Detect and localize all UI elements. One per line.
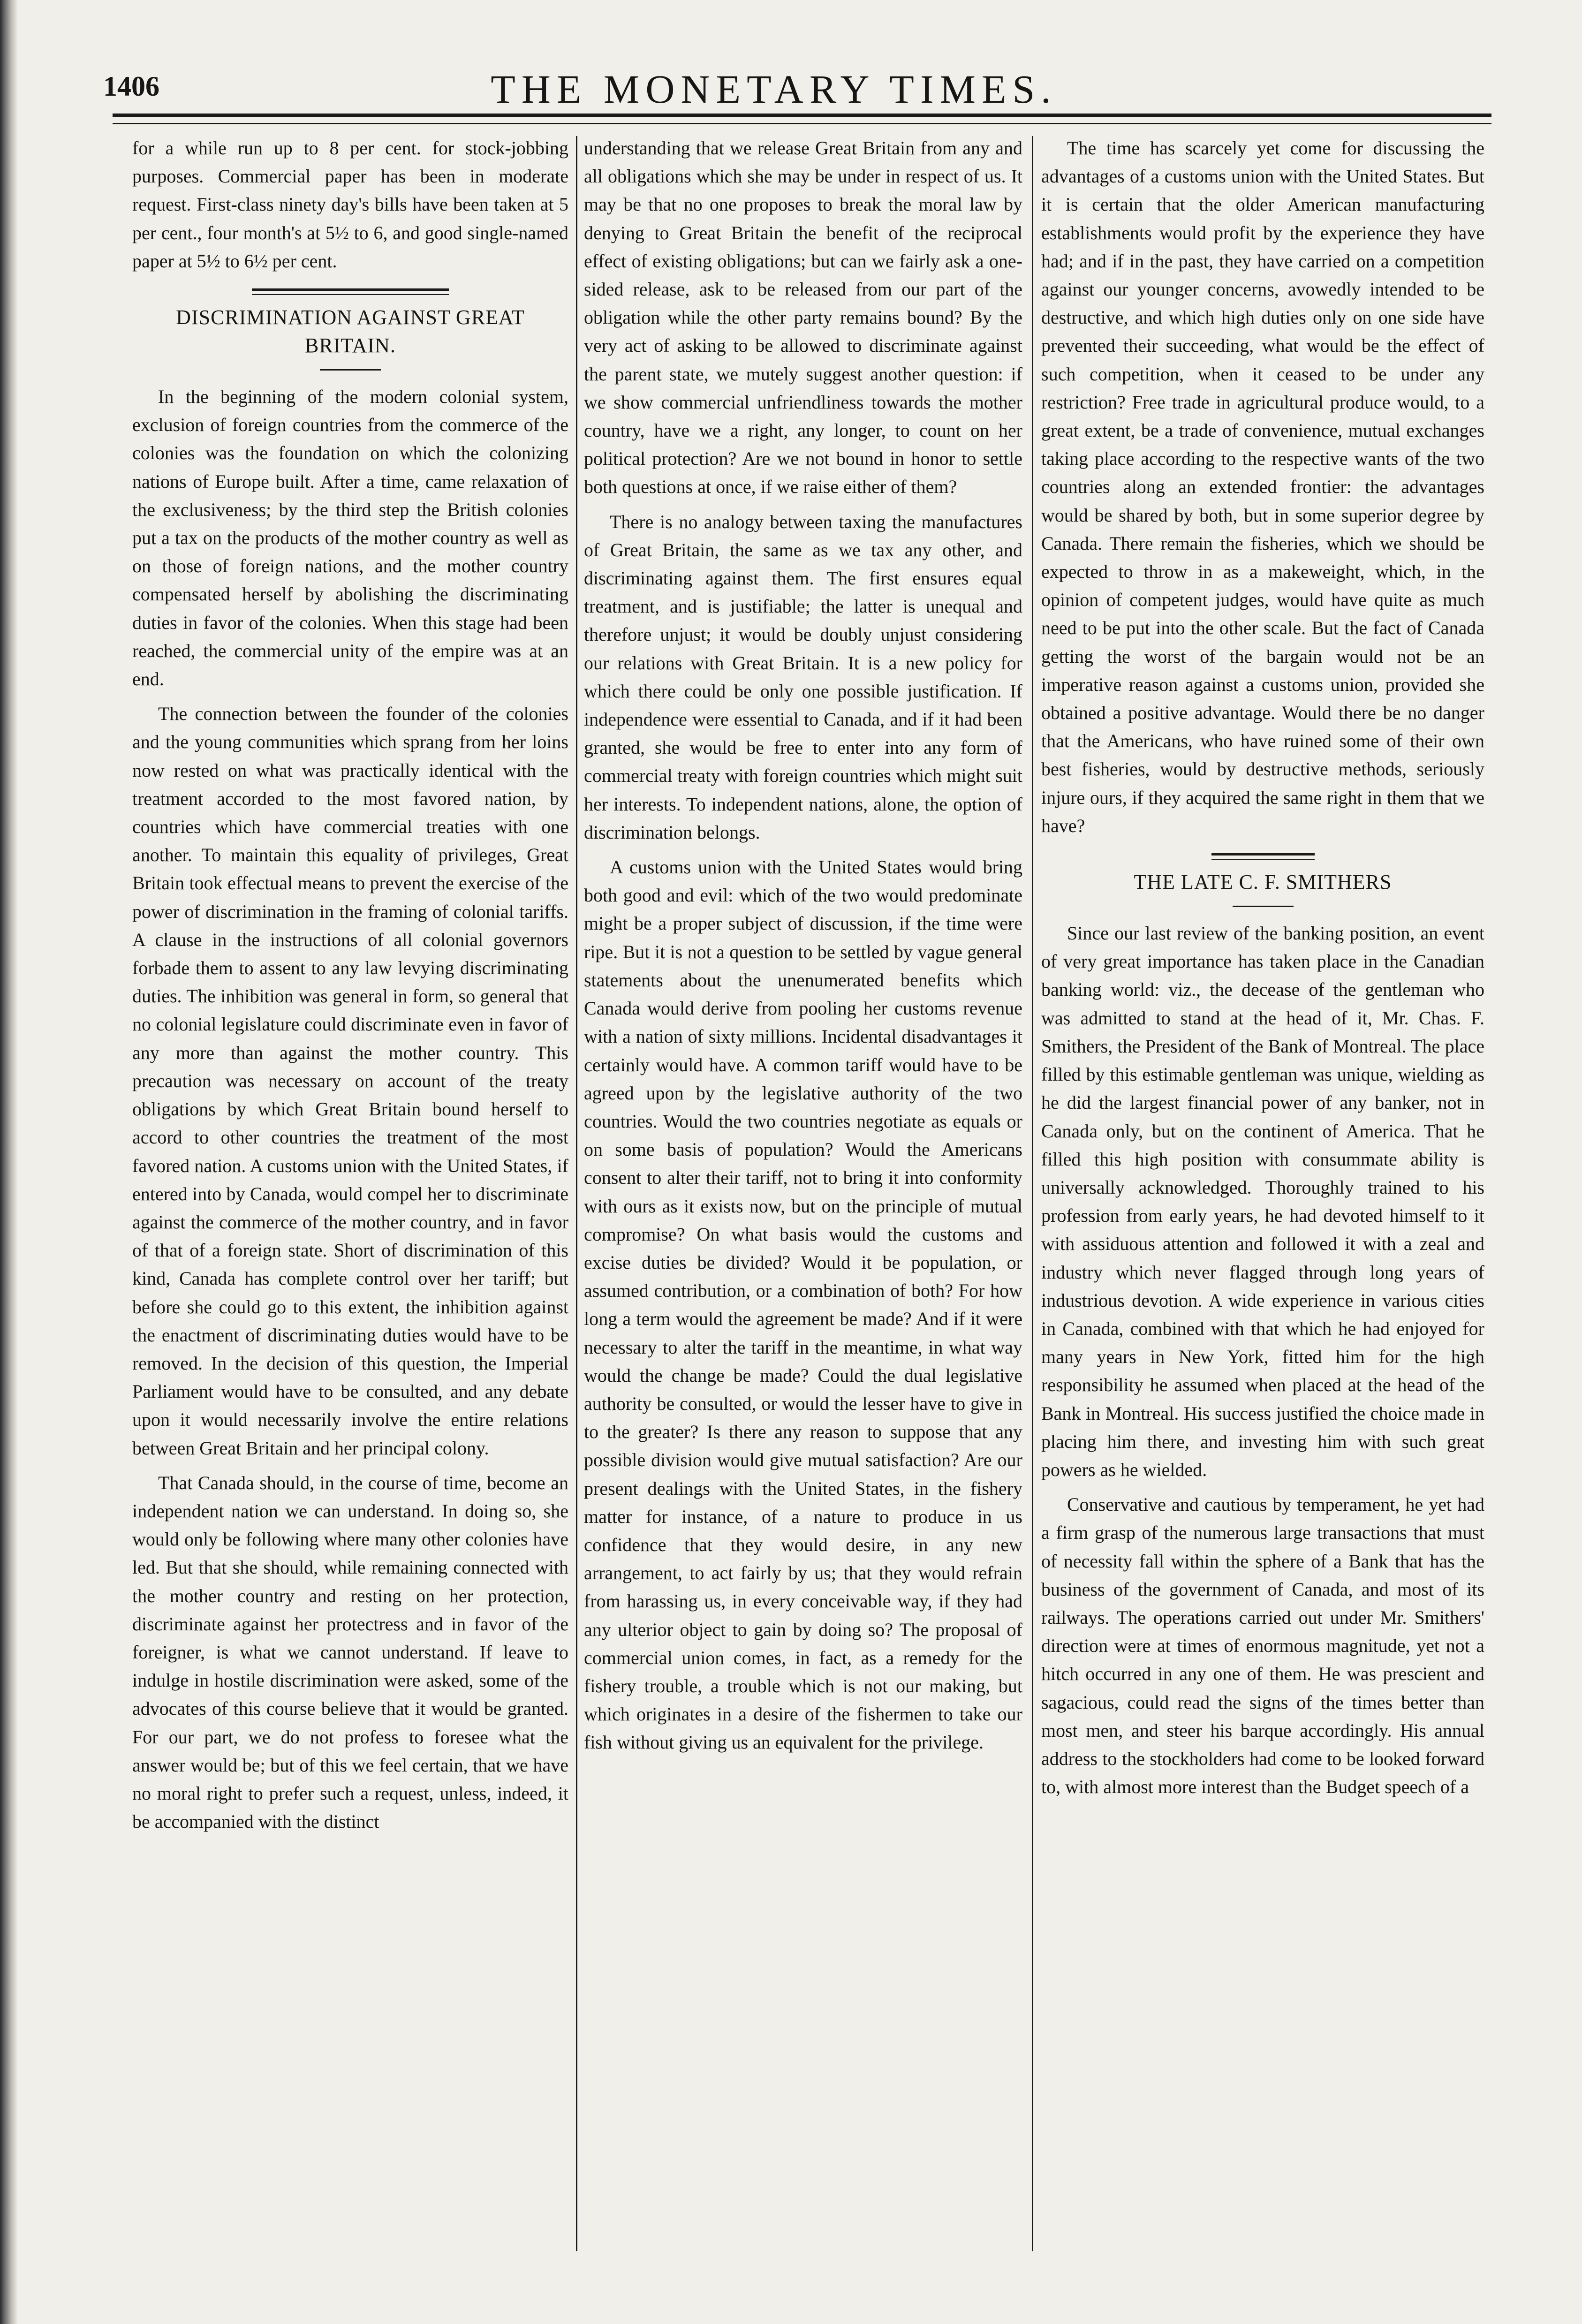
- column-2: [584, 134, 1022, 2226]
- page-number: 1406: [103, 71, 159, 102]
- article-paragraph: That Canada should, in the course of time, become an independent nation we can understand. In doing so, she would only be following where many other colonies have led. But that she should, while remaining connected with the mother country and resting on her protection, discriminate against her protectress and in favor of the foreigner, is what we cannot understand. If leave to indulge in hostile discrimination were asked, some of the advocates of this course believe that it would be granted. For our part, we do not profess to foresee what the answer would be; but of this we feel certain, that we have no moral right to prefer such a request, unless, indeed, it be accompanied with the distinct: [132, 1472, 568, 1832]
- column-1: [132, 134, 568, 2226]
- article-paragraph: understanding that we release Great Britain from any and all obligations which she may be under in respect of us. It may be that no one proposes to break the moral law by denying to Great Britain the benefit of the reciprocal effect of existing obligations; but can we fairly ask a one-sided release, ask to be released from our part of the obligation while the other party remains bound? By the very act of asking to be allowed to discriminate against the parent state, we mutely suggest another question: if we show commercial unfriendliness towards the mother country, have we a right, any longer, to count on her political protection? Are we not bound in honor to settle both questions at once, if we raise either of them?: [584, 137, 1022, 498]
- book-spine-edge: [0, 0, 18, 2324]
- header-rule-thick: [113, 114, 1491, 117]
- article-paragraph: Conservative and cautious by temperament, he yet had a firm grasp of the numerous large transactions that must of necessity fall within the sphere of a Bank that has the business of the government of Canada, and most of its railways. The operations carried out under Mr. Smithers' direction were at times of enormous magnitude, yet not a hitch occurred in any one of them. He was prescient and sagacious, could read the signs of the times better than most men, and steer his barque accordingly. His annual address to the stockholders had come to be looked forward to, with almost more interest than the Budget speech of a: [1041, 1494, 1484, 1798]
- article-separator: [252, 288, 449, 295]
- continued-paragraph: for a while run up to 8 per cent. for stock-jobbing purposes. Commercial paper has been in moderate request. First-class ninety day's bills have been taken at 5 per cent., four month's at 5½ to 6, and good single-named paper at 5½ to 6½ per cent.: [132, 137, 568, 272]
- title-rule: [1233, 906, 1294, 907]
- column-divider-1: [576, 136, 577, 2251]
- article-separator: [1211, 853, 1315, 860]
- column-3: [1041, 134, 1484, 2226]
- article-title-discrimination: DISCRIMINATION AGAINST GREAT BRITAIN.: [176, 306, 525, 357]
- column-divider-2: [1032, 136, 1033, 2251]
- article-paragraph: A customs union with the United States would bring both good and evil: which of the two would predominate might be a proper subject of discussion, if the time were ripe. But it is not a question to be settled by vague general statements about the unenumerated benefits which Canada would derive from pooling her customs revenue with a nation of sixty millions. Incidental disadvantages it certainly would have. A common tariff would have to be agreed upon by the legislative authority of the two countries. Would the two countries negotiate as equals or on some basis of population? Would the Americans consent to alter their tariff, not to bring it into conformity with ours as it exists now, but on the principle of mutual compromise? On what basis would the customs and excise duties be divided? Would it be population, or assumed contribution, or a combination of both? For how long a term would the agreement be made? And if it were necessary to alter the tariff in the meantime, in what way would the change be made? Could the dual legislative authority be consulted, or would the lesser have to give in to the greater? Is there any reason to suppose that any possible division would give mutual satisfaction? Are our present dealings with the United States, in the fishery matter for instance, of a nature to produce in us confidence that they would desire, in any new arrangement, to act fairly by us; that they would refrain from harassing us, in every conceivable way, if they had any ulterior object to gain by doing so? The proposal of commercial union comes, in fact, as a remedy for the fishery trouble, a trouble which is not our making, but which originates in a desire of the fishermen to take our fish without giving us an equivalent for the privilege.: [584, 856, 1022, 1753]
- title-rule: [320, 369, 381, 371]
- header-rule-thin: [113, 123, 1491, 124]
- article-paragraph: The connection between the founder of the colonies and the young communities which sprang from her loins now rested on what was practically identical with the treatment accorded to the most favored nation, by countries which have commercial treaties with one another. To maintain this equality of privileges, Great Britain took effectual means to prevent the exercise of the power of discrimination in the framing of colonial tariffs. A clause in the instructions of all colonial governors forbade them to assent to any law levying discriminating duties. The inhibition was general in form, so general that no colonial legislature could discriminate even in favor of any more than against the mother country. This precaution was necessary on account of the treaty obligations by which Great Britain bound herself to accord to other countries the treatment of the most favored nation. A customs union with the United States, if entered into by Canada, would compel her to discriminate against the commerce of the mother country, and in favor of that of a foreign state. Short of discrimination of this kind, Canada has complete control over her tariff; but before she could go to this extent, the inhibition against the enactment of discriminating duties would have to be removed. In the decision of this question, the Imperial Parliament would have to be consulted, and any debate upon it would necessarily involve the entire relations between Great Britain and her principal colony.: [132, 703, 568, 1459]
- article-paragraph: The time has scarcely yet come for discussing the advantages of a customs union with the United States. But it is certain that the older American manufacturing establishments would profit by the experience they have had; and if in the past, they have carried on a competition against our younger concerns, avowedly intended to be destructive, and which high duties only on one side have prevented their succeeding, what would be the effect of such competition, when it ceased to be under any restriction? Free trade in agricultural produce would, to a great extent, be a trade of convenience, mutual exchanges taking place according to the respective wants of the two countries along an extended frontier: the advantages would be shared by both, but in some superior degree by Canada. There remain the fisheries, which we should be expected to throw in as a makeweight, which, in the opinion of competent judges, would have quite as much need to be put into the other scale. But the fact of Canada getting the worst of the bargain would not be an imperative reason against a customs union, provided she obtained a positive advantage. Would there be no danger that the Americans, who have ruined some of their own best fisheries, would by destructive methods, seriously injure ours, if they acquired the same right in them that we have?: [1041, 137, 1484, 836]
- article-paragraph: There is no analogy between taxing the manufactures of Great Britain, the same as we tax any other, and discriminating against them. The first ensures equal treatment, and is justifiable; the latter is unequal and therefore unjust; it would be doubly unjust considering our relations with Great Britain. It is a new policy for which there could be only one possible justification. If independence were essential to Canada, and if it had been granted, she would be free to enter into any form of commercial treaty with foreign countries which might suit her interests. To independent nations, alone, the option of discrimination belongs.: [584, 511, 1022, 843]
- article-paragraph: Since our last review of the banking position, an event of very great importance has taken place in the Canadian banking world: viz., the decease of the gentleman who was admitted to stand at the head of it, Mr. Chas. F. Smithers, the President of the Bank of Montreal. The place filled by this estimable gentleman was unique, wielding as he did the largest financial power of any banker, not in Canada only, but on the continent of America. That he filled this high position with consummate ability is universally acknowledged. Thoroughly trained to his profession from early years, he had devoted himself to it with assiduous attention and followed it with a zeal and industry which never flagged through long years of industrious devotion. A wide experience in various cities in Canada, combined with that which he had enjoyed for many years in New York, fitted him for the high responsibility he assumed when placed at the head of the Bank in Montreal. His success justified the choice made in placing him there, and investing him with such great powers as he wielded.: [1041, 923, 1484, 1480]
- article-paragraph: In the beginning of the modern colonial system, exclusion of foreign countries from the commerce of the colonies was the foundation on which the colonizing nations of Europe built. After a time, came relaxation of the exclusiveness; by the third step the British colonies put a tax on the products of the mother country as well as on those of foreign nations, and the mother country compensated herself by abolishing the discriminating duties in favor of the colonies. When this stage had been reached, the commercial unity of the empire was at an end.: [132, 386, 568, 690]
- page-header: [66, 66, 1482, 113]
- journal-title: THE MONETARY TIMES.: [491, 67, 1057, 112]
- article-title-smithers: THE LATE C. F. SMITHERS: [1134, 871, 1392, 894]
